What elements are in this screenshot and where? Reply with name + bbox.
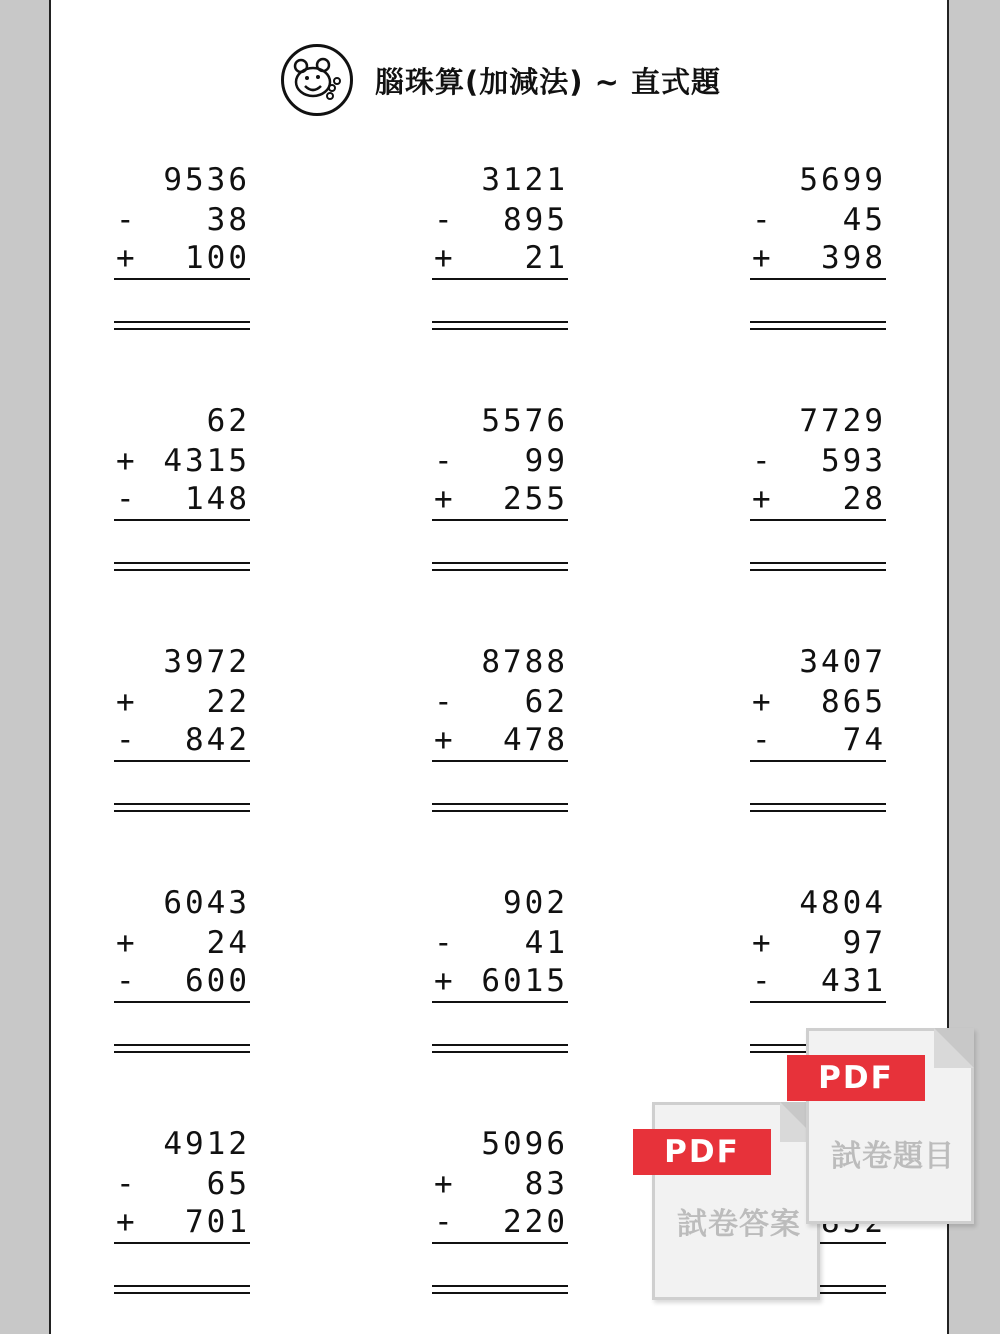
- operand: 3972: [163, 644, 250, 680]
- operator: +: [434, 240, 456, 276]
- operand: 62: [206, 403, 250, 439]
- problem-block: [114, 160, 250, 280]
- mouse-logo-icon: [281, 44, 353, 116]
- operand: 6015: [481, 963, 568, 999]
- answer-double-line: [114, 562, 250, 571]
- pdf-badge: PDF: [787, 1055, 925, 1101]
- problem-line: [432, 401, 568, 441]
- answer-double-line: [750, 803, 886, 812]
- problem-line: [750, 200, 886, 240]
- operator: -: [116, 202, 138, 238]
- problem-line: [114, 642, 250, 682]
- problem-line: [432, 441, 568, 481]
- problem-line: [432, 1164, 568, 1204]
- problem-block: [750, 883, 886, 1003]
- operator: +: [434, 481, 456, 517]
- operand: 74: [842, 722, 886, 758]
- problem-line: [432, 961, 568, 1003]
- operator: -: [752, 443, 774, 479]
- operand: 38: [206, 202, 250, 238]
- operator: -: [752, 722, 774, 758]
- problem-line: [114, 923, 250, 963]
- problem-line: [114, 160, 250, 200]
- operand: 22: [206, 684, 250, 720]
- operator: +: [752, 240, 774, 276]
- problem-line: [432, 479, 568, 521]
- operator: +: [752, 481, 774, 517]
- operand: 9536: [163, 162, 250, 198]
- operand: 41: [524, 925, 568, 961]
- operand: 62: [524, 684, 568, 720]
- operand: 3407: [799, 644, 886, 680]
- problem-line: [432, 682, 568, 722]
- answer-double-line: [432, 1044, 568, 1053]
- problem-block: [432, 160, 568, 280]
- operator: -: [752, 963, 774, 999]
- operand: 431: [821, 963, 886, 999]
- operand: 902: [503, 885, 568, 921]
- problem-line: [750, 923, 886, 963]
- operand: 97: [842, 925, 886, 961]
- answer-double-line: [432, 321, 568, 330]
- problem-line: [114, 479, 250, 521]
- operator: -: [116, 1166, 138, 1202]
- answer-double-line: [432, 1285, 568, 1294]
- operator: +: [434, 1166, 456, 1202]
- problem-block: [750, 401, 886, 521]
- problem-line: [750, 401, 886, 441]
- problem-line: [114, 238, 250, 280]
- operand: 21: [524, 240, 568, 276]
- problem-line: [432, 238, 568, 280]
- problem-line: [750, 883, 886, 923]
- problem-block: [750, 642, 886, 762]
- operand: 4315: [163, 443, 250, 479]
- problem-line: [750, 720, 886, 762]
- problem-block: [114, 883, 250, 1003]
- operator: -: [116, 722, 138, 758]
- problem-line: [114, 200, 250, 240]
- problem-line: [750, 479, 886, 521]
- problem-line: [750, 160, 886, 200]
- operand: 220: [503, 1204, 568, 1240]
- answer-double-line: [750, 562, 886, 571]
- operand: 4912: [163, 1126, 250, 1162]
- problem-line: [750, 682, 886, 722]
- problem-block: [432, 642, 568, 762]
- operand: 255: [503, 481, 568, 517]
- problem-line: [432, 923, 568, 963]
- problem-line: [750, 642, 886, 682]
- operator: +: [434, 722, 456, 758]
- problem-line: [432, 1202, 568, 1244]
- problem-line: [114, 682, 250, 722]
- operator: -: [752, 202, 774, 238]
- problem-line: [114, 961, 250, 1003]
- operator: +: [752, 684, 774, 720]
- problem-block: [432, 401, 568, 521]
- operator: +: [116, 684, 138, 720]
- problem-line: [114, 720, 250, 762]
- problem-line: [750, 961, 886, 1003]
- operator: -: [434, 925, 456, 961]
- operator: +: [116, 1204, 138, 1240]
- problem-block: [114, 642, 250, 762]
- page-title: 腦珠算(加減法) ~ 直式題: [375, 64, 721, 99]
- operand: 600: [185, 963, 250, 999]
- pdf-badge: PDF: [633, 1129, 771, 1175]
- problem-line: [750, 238, 886, 280]
- operand: 865: [821, 684, 886, 720]
- problem-line: [432, 200, 568, 240]
- operator: +: [752, 925, 774, 961]
- operand: 45: [842, 202, 886, 238]
- operand: 593: [821, 443, 886, 479]
- operator: +: [434, 963, 456, 999]
- problem-line: [432, 883, 568, 923]
- problem-line: [432, 1124, 568, 1164]
- problem-block: [432, 883, 568, 1003]
- page-fold-icon: [934, 1028, 974, 1068]
- operand: 7729: [799, 403, 886, 439]
- pdf-answers-button[interactable]: [652, 1102, 820, 1300]
- operator: -: [434, 202, 456, 238]
- operand: 8788: [481, 644, 568, 680]
- problem-block: [114, 1124, 250, 1244]
- operand: 478: [503, 722, 568, 758]
- problem-line: [114, 883, 250, 923]
- operand: 895: [503, 202, 568, 238]
- problem-line: [114, 1164, 250, 1204]
- operand: 398: [821, 240, 886, 276]
- operand: 148: [185, 481, 250, 517]
- operator: -: [434, 443, 456, 479]
- operator: +: [116, 240, 138, 276]
- problem-line: [750, 441, 886, 481]
- pdf-answers-label: 試卷答案: [677, 1207, 801, 1242]
- operand: 4804: [799, 885, 886, 921]
- operator: +: [116, 925, 138, 961]
- operator: +: [116, 443, 138, 479]
- pdf-questions-label: 試卷題目: [831, 1139, 955, 1174]
- operand: 3121: [481, 162, 568, 198]
- worksheet-header: [51, 40, 951, 120]
- operator: -: [116, 481, 138, 517]
- answer-double-line: [432, 803, 568, 812]
- operand: 100: [185, 240, 250, 276]
- operand: 842: [185, 722, 250, 758]
- operator: -: [434, 684, 456, 720]
- operator: -: [116, 963, 138, 999]
- operand: 24: [206, 925, 250, 961]
- problem-block: [114, 401, 250, 521]
- operand: 701: [185, 1204, 250, 1240]
- problem-line: [432, 720, 568, 762]
- operand: 28: [842, 481, 886, 517]
- operator: -: [434, 1204, 456, 1240]
- problem-line: [114, 1124, 250, 1164]
- problem-line: [114, 441, 250, 481]
- operand: 65: [206, 1166, 250, 1202]
- operand: 5699: [799, 162, 886, 198]
- answer-double-line: [114, 1044, 250, 1053]
- operand: 5096: [481, 1126, 568, 1162]
- problem-block: [750, 160, 886, 280]
- problem-line: [432, 642, 568, 682]
- operand: 5576: [481, 403, 568, 439]
- answer-double-line: [432, 562, 568, 571]
- operand: 99: [524, 443, 568, 479]
- answer-double-line: [750, 321, 886, 330]
- problem-line: [432, 160, 568, 200]
- problem-line: [114, 401, 250, 441]
- answer-double-line: [114, 321, 250, 330]
- operand: 6043: [163, 885, 250, 921]
- answer-double-line: [114, 1285, 250, 1294]
- answer-double-line: [114, 803, 250, 812]
- problem-line: [114, 1202, 250, 1244]
- pdf-questions-button[interactable]: [806, 1028, 974, 1224]
- operand: 83: [524, 1166, 568, 1202]
- problem-block: [432, 1124, 568, 1244]
